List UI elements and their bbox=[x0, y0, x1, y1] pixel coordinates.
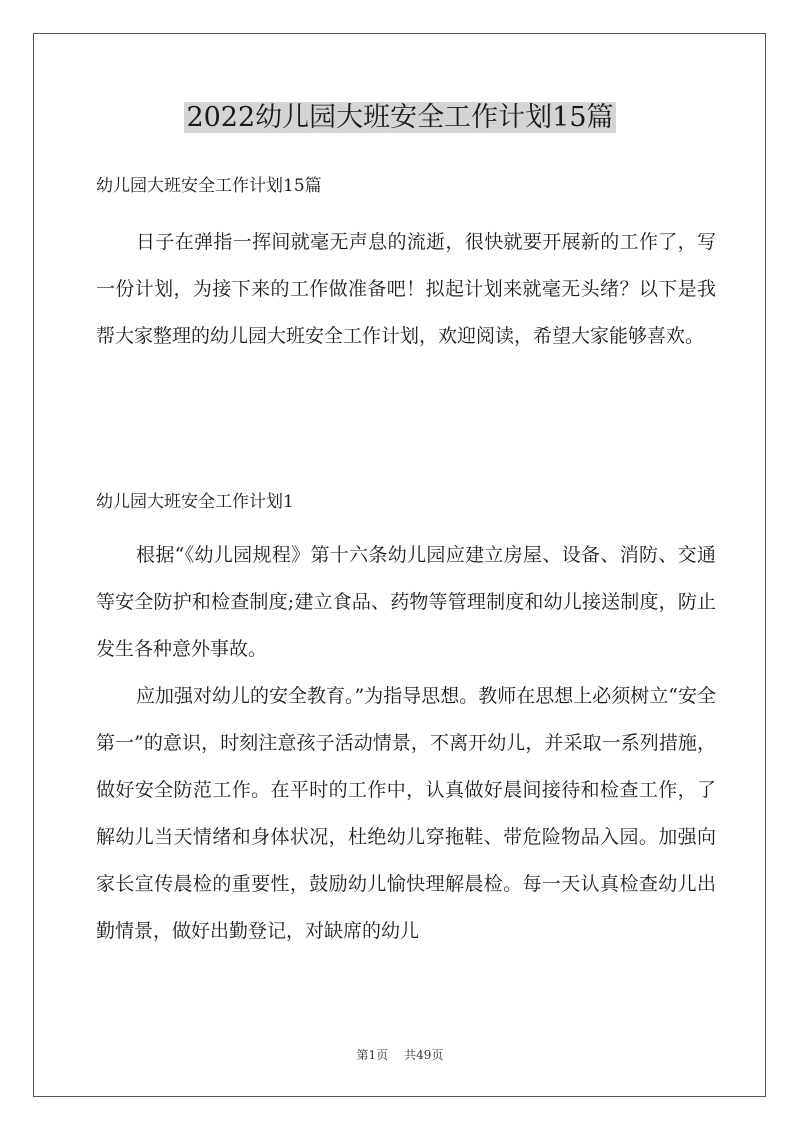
section-paragraph-1: 根据“《幼儿园规程》第十六条幼儿园应建立房屋、设备、消防、交通等安全防护和检查制度;建立食品、药物等管理制度和幼儿接送制度，防止发生各种意外事故。 bbox=[96, 544, 716, 660]
intro-paragraph: 日子在弹指一挥间就毫无声息的流逝，很快就要开展新的工作了，写一份计划，为接下来的工作做准备吧！拟起计划来就毫无头绪？以下是我帮大家整理的幼儿园大班安全工作计划，欢迎阅读，希望大家能够喜欢。 bbox=[96, 231, 716, 347]
page-footer bbox=[0, 1046, 800, 1064]
page-number: 第1页 bbox=[356, 1048, 389, 1062]
document-title-text: 2022幼儿园大班安全工作计划15篇 bbox=[186, 102, 614, 133]
section-paragraph-2: 应加强对幼儿的安全教育。”为指导思想。教师在思想上必须树立“安全第一”的意识，时刻注意孩子活动情景，不离开幼儿，并采取一系列措施，做好安全防范工作。在平时的工作中，认真做好晨间接待和检查工作，了解幼儿当天情绪和身体状况，杜绝幼儿穿拖鞋、带危险物品入园。加强向家长宣传晨检的重要性，鼓励幼儿愉快理解晨检。每一天认真检查幼儿出勤情景，做好出勤登记，对缺席的幼儿 bbox=[96, 685, 716, 942]
document-title bbox=[0, 96, 800, 140]
document-subtitle: 幼儿园大班安全工作计划15篇 bbox=[96, 176, 322, 196]
page-total: 共49页 bbox=[404, 1048, 444, 1062]
section-heading: 幼儿园大班安全工作计划1 bbox=[96, 492, 294, 512]
